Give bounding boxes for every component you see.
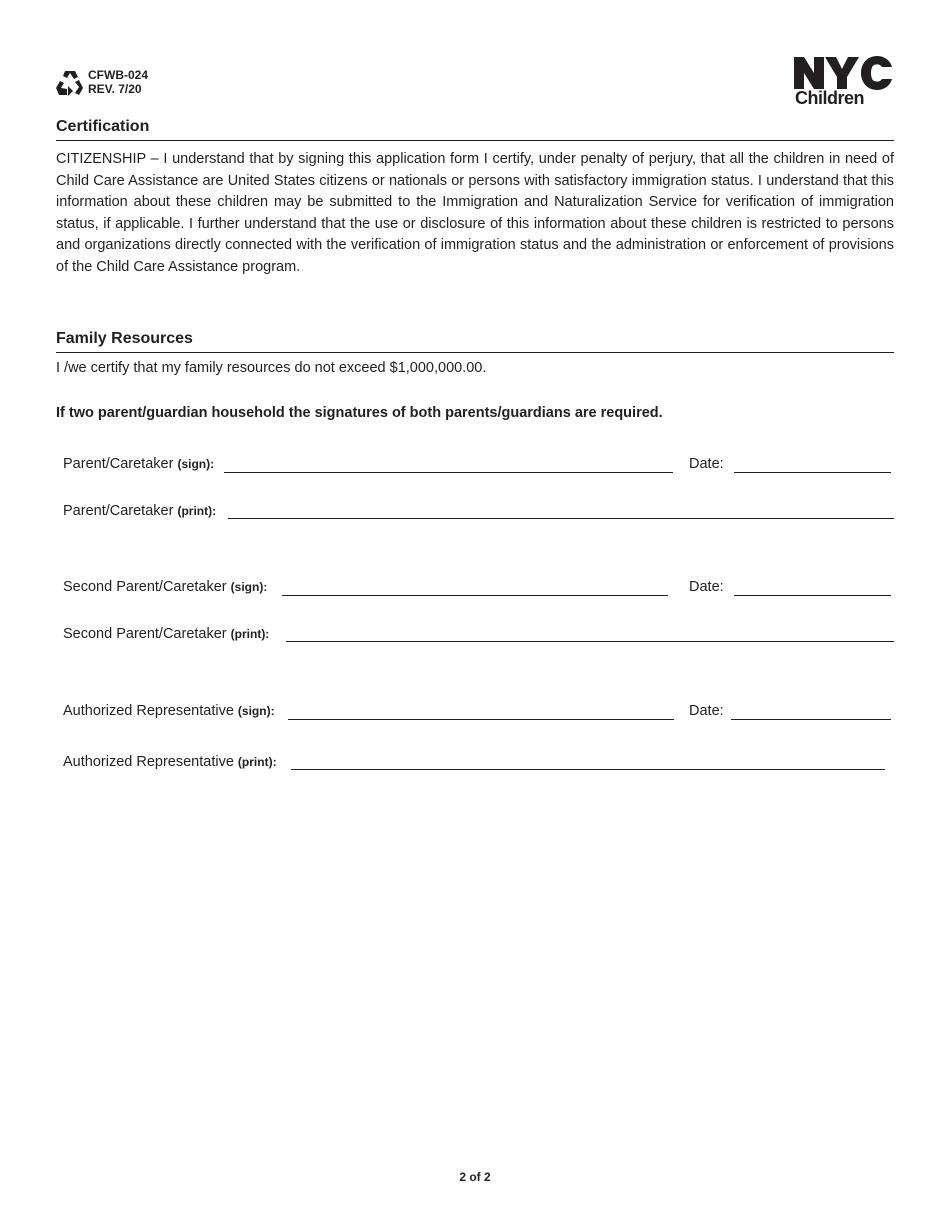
nyc-children-logo <box>794 55 894 109</box>
certification-title: Certification <box>56 118 150 135</box>
two-parent-note: If two parent/guardian household the signatures of both parents/guardians are required. <box>56 405 663 421</box>
rep-print-label: Authorized Representative (print): <box>63 754 277 770</box>
parent-sign-label: Parent/Caretaker (sign): <box>63 456 215 472</box>
second-parent-signature-field[interactable] <box>282 595 668 596</box>
rep-signature-field[interactable] <box>288 719 674 720</box>
page-number: 2 of 2 <box>459 1170 491 1184</box>
family-resources-statement: I /we certify that my family resources do not exceed $1,000,000.00. <box>56 360 487 376</box>
rep-date-field[interactable] <box>731 719 891 720</box>
rep-sign-label: Authorized Representative (sign): <box>63 703 275 719</box>
parent-date-field[interactable] <box>734 472 891 473</box>
nyc-logo-mark <box>794 55 894 91</box>
form-code <box>88 68 148 96</box>
parent-print-label: Parent/Caretaker (print): <box>63 503 217 519</box>
second-parent-print-label: Second Parent/Caretaker (print): <box>63 626 270 642</box>
rep-date-label: Date: <box>689 703 724 719</box>
certification-rule <box>56 140 894 141</box>
family-resources-title: Family Resources <box>56 330 193 347</box>
recycle-icon <box>56 69 84 97</box>
second-parent-sign-label: Second Parent/Caretaker (sign): <box>63 579 268 595</box>
parent-print-name-field[interactable] <box>228 518 894 519</box>
form-revision: REV. 7/20 <box>88 82 142 96</box>
rep-print-name-field[interactable] <box>291 769 885 770</box>
form-number: CFWB-024 <box>88 68 149 82</box>
second-parent-date-field[interactable] <box>734 595 891 596</box>
logo-children-text: Children <box>795 88 865 108</box>
parent-date-label: Date: <box>689 456 724 472</box>
certification-body: CITIZENSHIP – I understand that by signing this application form I certify, under penalty of perjury, that all the children in need of Child Care Assistance are United States citizens or nationals or persons with satisfactory immigration status. I understand that this information about these children may be submitted to the Immigration and Naturalization Service for verification of immigration status, if applicable. I further understand that the use or disclosure of this information about these children is restricted to persons and organizations directly connected with the verification of immigration status and the administration or enforcement of provisions of the Child Care Assistance program. <box>56 151 894 275</box>
second-parent-date-label: Date: <box>689 579 724 595</box>
family-resources-rule <box>56 352 894 353</box>
second-parent-print-name-field[interactable] <box>286 641 894 642</box>
parent-signature-field[interactable] <box>224 472 673 473</box>
